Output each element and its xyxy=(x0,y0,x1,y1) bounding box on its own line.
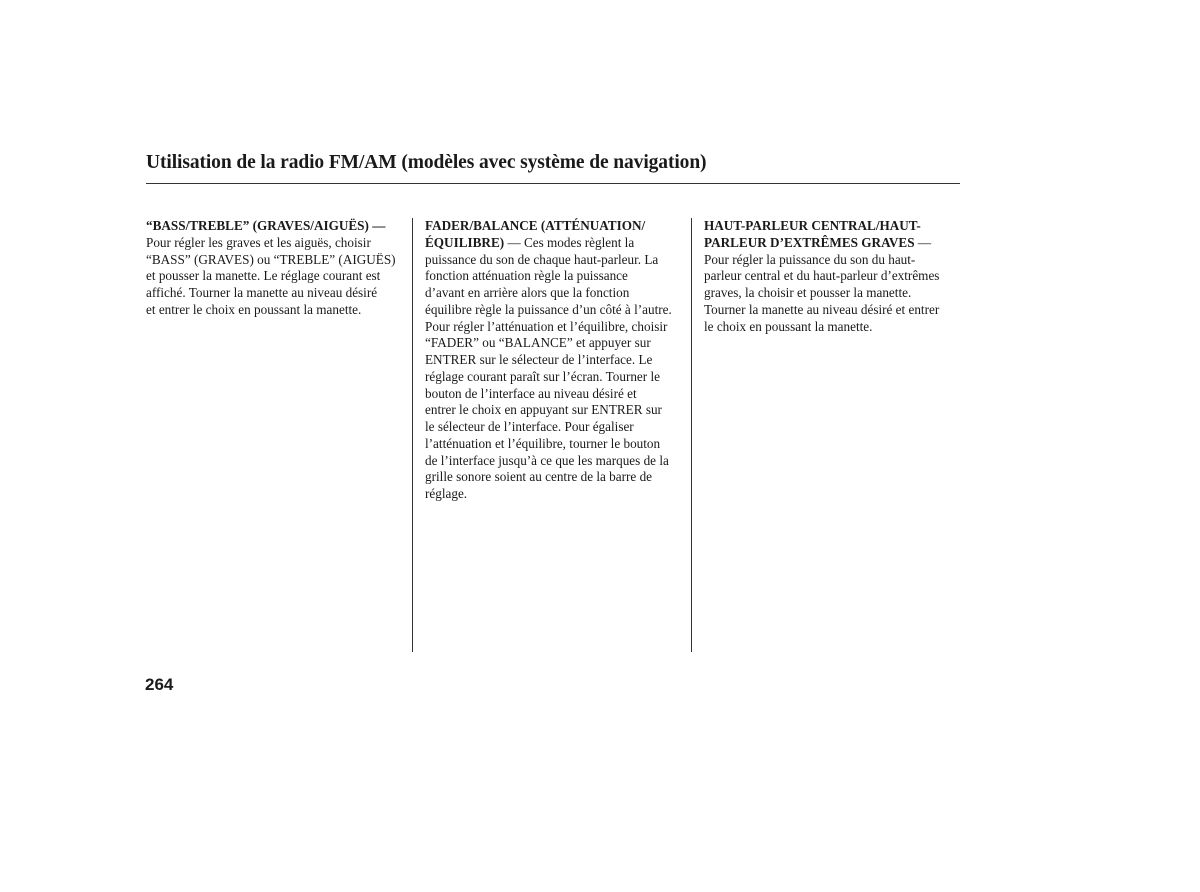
body-line: le sélecteur de l’interface. Pour égaliser xyxy=(425,419,634,434)
section-intro: — Ces modes règlent la xyxy=(504,234,635,250)
column-bass-treble xyxy=(146,218,404,319)
body-line: grille sonore soient au centre de la barre de xyxy=(425,469,653,485)
body-line: fonction atténuation règle la puissance xyxy=(425,268,628,284)
body-line: le choix en poussant la manette. xyxy=(704,318,873,334)
body-line: de l’interface jusqu’à ce que les marques de la xyxy=(425,452,669,468)
body-line: graves, la choisir et pousser la manette. xyxy=(704,285,912,300)
section-heading-fader-balance: FADER/BALANCE (ATTÉNUATION/ xyxy=(425,218,646,233)
body-line: ENTRER sur le sélecteur de l’interface. Le xyxy=(425,352,653,367)
section-heading-bass-treble: “BASS/TREBLE” (GRAVES/AIGUËS) — xyxy=(146,218,386,233)
body-line: affiché. Tourner la manette au niveau désiré xyxy=(146,285,378,300)
column-fader-balance xyxy=(425,218,683,503)
body-line: réglage courant paraît sur l’écran. Tourner le xyxy=(425,368,660,384)
body-line: Tourner la manette au niveau désiré et entrer xyxy=(704,301,940,317)
body-line: “BASS” (GRAVES) ou “TREBLE” (AIGUËS) xyxy=(146,251,396,267)
body-line: équilibre règle la puissance d’un côté à l’autre. xyxy=(425,301,672,317)
body-line xyxy=(425,235,683,252)
body-line: parleur central et du haut-parleur d’extrêmes xyxy=(704,268,940,284)
section-intro: — xyxy=(914,234,932,250)
section-heading-center-subwoofer: HAUT-PARLEUR CENTRAL/HAUT- xyxy=(704,218,921,233)
title-rule xyxy=(146,183,960,184)
section-heading-center-subwoofer-cont: PARLEUR D’EXTRÊMES GRAVES xyxy=(704,234,915,250)
body-line: et entrer le choix en poussant la manette. xyxy=(146,301,362,317)
body-line: réglage. xyxy=(425,486,468,501)
column-divider xyxy=(691,218,692,652)
body-line: l’atténuation et l’équilibre, tourner le bouton xyxy=(425,435,661,451)
column-center-subwoofer xyxy=(704,218,962,335)
body-line: Pour régler l’atténuation et l’équilibre, choisir xyxy=(425,318,668,334)
body-line: d’avant en arrière alors que la fonction xyxy=(425,285,630,300)
body-line: et pousser la manette. Le réglage courant est xyxy=(146,268,381,284)
body-line xyxy=(704,235,962,252)
column-divider xyxy=(412,218,413,652)
page-number: 264 xyxy=(145,675,174,694)
body-line: “FADER” ou “BALANCE” et appuyer sur xyxy=(425,335,651,351)
body-line: entrer le choix en appuyant sur ENTRER sur xyxy=(425,402,662,418)
body-line: bouton de l’interface au niveau désiré et xyxy=(425,385,637,401)
body-line: puissance du son de chaque haut-parleur. La xyxy=(425,251,659,267)
section-heading-fader-balance-cont: ÉQUILIBRE) xyxy=(425,234,505,250)
page-title: Utilisation de la radio FM/AM (modèles avec système de navigation) xyxy=(146,152,707,173)
body-line: Pour régler la puissance du son du haut- xyxy=(704,251,916,267)
body-line: Pour régler les graves et les aiguës, choisir xyxy=(146,234,371,250)
